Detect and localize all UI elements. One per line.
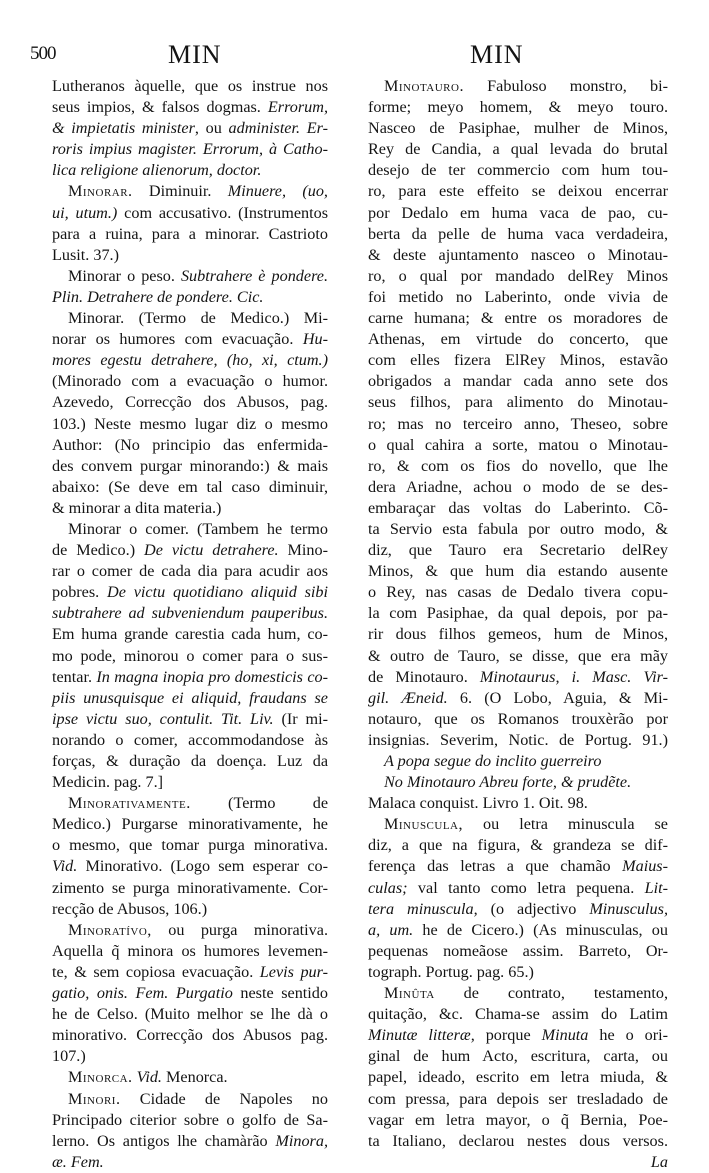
text-line: [368, 941, 668, 962]
text-segment: Author: (No principio das enfermida-: [52, 435, 328, 454]
text-segment: seus filhos, para alimento do Minotau-: [368, 393, 668, 412]
text-segment: diz, a que na figura, & grandeza se dif-: [368, 836, 668, 855]
latin-text: gil. Æneid.: [368, 688, 448, 707]
latin-text: Minotaurus, i. Masc. Vir-: [479, 667, 669, 686]
latin-text: roris impius magister. Errorum, à Catho-: [52, 140, 328, 159]
text-line: [52, 920, 328, 941]
text-line: [52, 350, 328, 371]
text-line: [368, 203, 668, 224]
text-line: [52, 1110, 328, 1131]
text-line: [368, 1152, 668, 1173]
text-line: [52, 203, 328, 224]
text-line: [368, 1089, 668, 1110]
text-line: [52, 435, 328, 456]
latin-text: Lit-: [644, 878, 668, 897]
text-line: [368, 266, 668, 287]
latin-text: Levis pur-: [259, 962, 329, 981]
text-line: [368, 603, 668, 624]
text-line: [52, 76, 328, 97]
entry-headword: Minorca.: [68, 1068, 133, 1087]
text-segment: pequenas nomeãose assim. Barreto, Or-: [368, 941, 668, 960]
text-line: [368, 414, 668, 435]
text-segment: Minorativo. (Logo sem esperar co-: [77, 857, 328, 876]
text-segment: ou purga minorativa.: [151, 920, 328, 939]
text-line: [52, 646, 328, 667]
text-segment: (Termo de: [190, 794, 328, 813]
text-line: [368, 920, 668, 941]
text-segment: berta da pelle de huma vaca verdadeira,: [368, 224, 668, 243]
text-segment: des convem purgar minorando:) & mais: [52, 456, 328, 475]
text-line: [52, 814, 328, 835]
latin-text: gatio, onis. Fem. Purgatio: [52, 984, 233, 1003]
text-line: [368, 160, 668, 181]
text-line: [368, 76, 668, 97]
text-line: [52, 181, 328, 202]
text-line: [368, 899, 668, 920]
text-line: [52, 1025, 328, 1046]
text-segment: minorativo. Correcção dos Abusos pag.: [52, 1026, 328, 1045]
text-segment: ta Italiano, declarou nestes dous versos.: [368, 1131, 668, 1150]
text-line: [52, 160, 328, 181]
latin-text: Minora,: [275, 1131, 328, 1150]
entry-headword: Minoratívo,: [68, 920, 152, 939]
text-segment: (Ir mi-: [273, 709, 328, 728]
running-head-left: MIN: [168, 40, 222, 69]
text-line: [52, 456, 328, 477]
page-number: 500: [30, 43, 56, 64]
text-segment: dera Ariadne, achou o modo de se des-: [368, 477, 668, 496]
text-segment: norar os humores com evacuação.: [52, 330, 303, 349]
text-line: [52, 688, 328, 709]
text-line: [368, 308, 668, 329]
text-segment: com elles fizera ElRey Minos, estavão: [368, 351, 668, 370]
text-line: [52, 878, 328, 899]
text-line: [52, 667, 328, 688]
text-line: [368, 582, 668, 603]
text-segment: Lusit. 37.): [52, 245, 119, 264]
text-line: [368, 519, 668, 540]
text-line: [52, 582, 328, 603]
text-line: [52, 540, 328, 561]
text-line: [368, 1025, 668, 1046]
text-segment: vagar em letra mayor, o q̃ Bernia, Poe-: [368, 1110, 668, 1129]
text-segment: Lutheranos àquelle, que os instrue nos: [52, 77, 328, 95]
text-line: [52, 772, 328, 793]
text-line: [52, 139, 328, 160]
text-line: [368, 561, 668, 582]
text-line: [368, 139, 668, 160]
text-line: [368, 835, 668, 856]
text-segment: seus impios, & falsos dogmas.: [52, 98, 268, 117]
text-segment: de contrato, testamento,: [434, 984, 668, 1003]
text-segment: neste sentido: [232, 984, 328, 1003]
text-segment: rir dous filhos gemeos, hum de Minos,: [368, 625, 668, 644]
latin-text: Hu-: [302, 330, 328, 349]
text-segment: Diminuir.: [132, 182, 228, 201]
text-line: [368, 814, 668, 835]
text-line: [368, 371, 668, 392]
text-line: [52, 371, 328, 392]
text-segment: por Dedalo em huma vaca de pao, cu-: [368, 203, 668, 222]
latin-text: a, um.: [368, 920, 414, 939]
latin-text: In magna inopia pro domesticis co-: [96, 667, 328, 686]
text-line: [368, 350, 668, 371]
text-segment: he de Celso. (Muito melhor se lhe dà o: [52, 1005, 328, 1024]
text-segment: quitação, &c. Chama-se assim do Latim: [368, 1005, 668, 1024]
text-segment: foi metido no Laberinto, onde vivia de: [368, 287, 668, 306]
text-line: [368, 962, 668, 983]
text-segment: he de Cicero.) (As minusculas, ou: [413, 920, 668, 939]
latin-text: De victu detrahere.: [144, 541, 279, 560]
latin-text: Maius-: [622, 857, 668, 876]
latin-text: De victu quotidiano aliquid sibi: [107, 583, 328, 602]
latin-text: Minusculus,: [589, 899, 668, 918]
text-line: [52, 751, 328, 772]
text-line: [368, 1131, 668, 1152]
running-head-right: MIN: [470, 40, 524, 69]
text-segment: papel, ideado, escrito em letra miuda, &: [368, 1068, 668, 1087]
latin-text: æ. Fem.: [52, 1152, 104, 1171]
text-line: [368, 772, 668, 793]
text-segment: ferença das letras a que chamão: [368, 857, 623, 876]
text-segment: o qual cahira a sorte, matou o Minotau-: [368, 435, 668, 454]
text-line: [368, 287, 668, 308]
text-segment: pobres.: [52, 583, 108, 602]
text-segment: Malaca conquist. Livro 1. Oit. 98.: [368, 794, 588, 813]
text-segment: Principado citerior sobre o golfo de Sa-: [52, 1110, 328, 1129]
text-segment: o Rey, nas casas de Dedalo tivera copu-: [368, 583, 668, 602]
text-line: [52, 245, 328, 266]
text-line: [52, 414, 328, 435]
text-segment: Fabuloso monstro, bi-: [464, 77, 668, 95]
text-segment: insignias. Severim, Notic. de Portug. 91.): [368, 730, 668, 749]
text-line: [52, 477, 328, 498]
entry-headword: Minori.: [68, 1089, 121, 1108]
latin-text: Vid.: [136, 1068, 162, 1087]
left-column: [52, 76, 328, 1173]
latin-text: piis unusquisque ei aliquid, fraudans se: [52, 688, 328, 707]
text-segment: ou letra minuscula se: [463, 815, 668, 834]
text-line: [368, 97, 668, 118]
text-segment: com accusativo. (Instrumentos: [117, 203, 329, 222]
latin-text: Vid.: [52, 857, 78, 876]
text-segment: he o ori-: [588, 1026, 669, 1045]
text-line: [52, 561, 328, 582]
text-line: [52, 730, 328, 751]
text-segment: de Minotauro.: [368, 667, 480, 686]
latin-text: & impietatis minister: [52, 119, 195, 138]
latin-text: ui, utum.): [52, 203, 118, 222]
text-segment: & outro de Tauro, se disse, que era mãy: [368, 646, 668, 665]
latin-text: culas;: [368, 878, 408, 897]
text-line: [52, 624, 328, 645]
text-segment: Aquella q̃ minora os humores levemen-: [52, 941, 328, 960]
text-segment: Em huma grande carestia cada hum, co-: [52, 625, 328, 644]
text-line: [368, 1110, 668, 1131]
text-line: [368, 477, 668, 498]
latin-text: Minutæ litteræ,: [368, 1026, 475, 1045]
text-segment: o mesmo, que tomar purga minorativa.: [52, 836, 328, 855]
text-segment: val tanto como letra pequena.: [407, 878, 645, 897]
text-line: [368, 646, 668, 667]
latin-text: mores egestu detrahere, (ho, xi, ctum.): [52, 351, 328, 370]
latin-text: administer. Er-: [228, 119, 328, 138]
text-line: [368, 245, 668, 266]
text-line: [52, 1089, 328, 1110]
text-line: [52, 793, 328, 814]
text-segment: Cidade de Napoles no: [120, 1089, 328, 1108]
text-segment: ta Servio esta fabula por outro modo, &: [368, 519, 668, 538]
text-line: [52, 308, 328, 329]
text-segment: & minorar a dita materia.): [52, 498, 222, 517]
text-line: [368, 118, 668, 139]
text-segment: (Minorado com a evacuação o humor.: [52, 372, 328, 391]
entry-headword: Minorativamente.: [68, 794, 191, 813]
text-segment: Minorar o comer. (Tambem he termo: [68, 519, 328, 538]
text-line: [368, 730, 668, 751]
text-segment: Mino-: [278, 541, 329, 560]
entry-headword: Minorar.: [68, 182, 133, 201]
text-segment: (o adjectivo: [477, 899, 590, 918]
latin-text: La: [650, 1152, 668, 1171]
text-line: [368, 1046, 668, 1067]
text-segment: Rey de Candia, a qual levada do brutal: [368, 140, 668, 159]
text-segment: de Medico.): [52, 541, 145, 560]
text-segment: & deste ajuntamento nasceo o Minotau-: [368, 245, 668, 264]
text-segment: Minorar. (Termo de Medico.) Mi-: [68, 309, 328, 328]
text-line: [368, 392, 668, 413]
text-line: [52, 1152, 328, 1173]
text-segment: ro, & com os fios do novello, que lhe: [368, 456, 668, 475]
text-line: [368, 329, 668, 350]
latin-text: ipse victu suo, contulit. Tit. Liv.: [52, 709, 274, 728]
text-segment: Minorar o peso.: [68, 266, 181, 285]
text-segment: ro, para este effeito se deixou encerrar: [368, 182, 668, 201]
latin-text: Errorum,: [267, 98, 328, 117]
text-line: [52, 962, 328, 983]
text-segment: notauro, que os Romanos trouxèrão por: [368, 709, 668, 728]
latin-text: No Minotauro Abreu forte, & prudẽte.: [384, 773, 632, 792]
text-segment: Nasceo de Pasiphae, mulher de Minos,: [368, 119, 668, 138]
entry-headword: Minuscula,: [384, 815, 464, 834]
text-line: [368, 624, 668, 645]
text-line: [52, 835, 328, 856]
text-segment: 107.): [52, 1047, 86, 1066]
text-segment: Azevedo, Correcção dos Abusos, pag.: [52, 393, 328, 412]
text-segment: para a ruina, para a minorar. Castrioto: [52, 224, 328, 243]
text-segment: mo pode, minorou o comer para o sus-: [52, 646, 328, 665]
text-segment: Medico.) Purgarse minorativamente, he: [52, 815, 328, 834]
latin-text: tera minuscula,: [368, 899, 478, 918]
text-line: [368, 1004, 668, 1025]
text-line: [52, 983, 328, 1004]
latin-text: Minuere, (uo,: [227, 182, 328, 201]
text-line: [52, 97, 328, 118]
text-segment: com pressa, para depois ser tresladado de: [368, 1089, 668, 1108]
text-segment: abaixo: (Se deve em tal caso diminuir,: [52, 477, 328, 496]
text-line: [368, 435, 668, 456]
text-line: [368, 456, 668, 477]
text-segment: lerno. Os antigos lhe chamàrão: [52, 1131, 276, 1150]
text-line: [368, 688, 668, 709]
text-segment: Menorca.: [161, 1068, 228, 1087]
right-column: [368, 76, 668, 1173]
text-line: [368, 224, 668, 245]
text-line: [368, 1067, 668, 1088]
text-line: [52, 498, 328, 519]
text-line: [52, 1131, 328, 1152]
text-segment: porque: [474, 1026, 542, 1045]
text-segment: ro, o qual por mandado delRey Minos: [368, 266, 668, 285]
text-line: [52, 519, 328, 540]
text-segment: tentar.: [52, 667, 97, 686]
entry-headword: Minûta: [384, 984, 435, 1003]
latin-text: Minuta: [541, 1026, 589, 1045]
text-segment: forme; meyo homem, & meyo touro.: [368, 98, 668, 117]
text-segment: , ou: [194, 119, 229, 138]
text-line: [52, 224, 328, 245]
text-line: [52, 603, 328, 624]
text-segment: diz, que Tauro era Secretario delRey: [368, 541, 668, 560]
text-line: [368, 498, 668, 519]
text-segment: zimento se purga minorativamente. Cor-: [52, 878, 328, 897]
text-segment: rar o comer de cada dia para acudir aos: [52, 562, 328, 581]
text-line: [52, 118, 328, 139]
text-line: [52, 329, 328, 350]
text-segment: te, & sem copiosa evacuação.: [52, 962, 260, 981]
text-segment: carne humana; & entre os moradores de: [368, 309, 668, 328]
latin-text: Plin. Detrahere de pondere. Cic.: [52, 287, 264, 306]
text-segment: Athenas, em virtude do concerto, que: [368, 330, 668, 349]
text-line: [52, 941, 328, 962]
text-segment: Minos, & que hum dia estando ausente: [368, 562, 668, 581]
text-line: [52, 709, 328, 730]
text-line: [368, 793, 668, 814]
text-segment: embaraçar das voltas do Laberinto. Cõ-: [368, 498, 668, 517]
text-line: [52, 1067, 328, 1088]
text-line: [52, 266, 328, 287]
text-segment: tograph. Portug. pag. 65.): [368, 962, 534, 981]
text-line: [368, 667, 668, 688]
text-segment: recção de Abusos, 106.): [52, 899, 208, 918]
text-line: [368, 540, 668, 561]
text-line: [52, 856, 328, 877]
latin-text: Subtrahere è pondere.: [180, 266, 328, 285]
latin-text: subtrahere ad subveniendum pauperibus.: [52, 604, 328, 623]
text-segment: norando o comer, accommodandose às: [52, 730, 328, 749]
text-segment: obrigados a mandar cada anno sete dos: [368, 372, 668, 391]
text-line: [52, 1004, 328, 1025]
text-line: [368, 181, 668, 202]
latin-text: lica religione alienorum, doctor.: [52, 161, 262, 180]
latin-text: A popa segue do inclito guerreiro: [384, 752, 602, 770]
text-segment: desejo de ter commercio com hum tou-: [368, 161, 668, 180]
text-segment: ginal de hum Acto, escritura, carta, ou: [368, 1047, 668, 1066]
text-line: [52, 287, 328, 308]
text-segment: la com Pasiphae, da qual depois, por pa-: [368, 604, 668, 623]
text-line: [52, 392, 328, 413]
text-line: [368, 856, 668, 877]
text-segment: 6. (O Lobo, Aguia, & Mi-: [447, 688, 668, 707]
text-segment: forças, & duração da doença. Luz da: [52, 752, 328, 770]
text-line: [52, 1046, 328, 1067]
text-segment: ro; mas no terceiro anno, Theseo, sobre: [368, 414, 668, 433]
text-line: [368, 709, 668, 730]
text-line: [368, 983, 668, 1004]
entry-headword: Minotauro.: [384, 77, 464, 95]
text-line: [368, 751, 668, 772]
text-line: [368, 878, 668, 899]
text-segment: 103.) Neste mesmo lugar diz o mesmo: [52, 414, 328, 433]
text-segment: Medicin. pag. 7.]: [52, 773, 164, 792]
text-line: [52, 899, 328, 920]
